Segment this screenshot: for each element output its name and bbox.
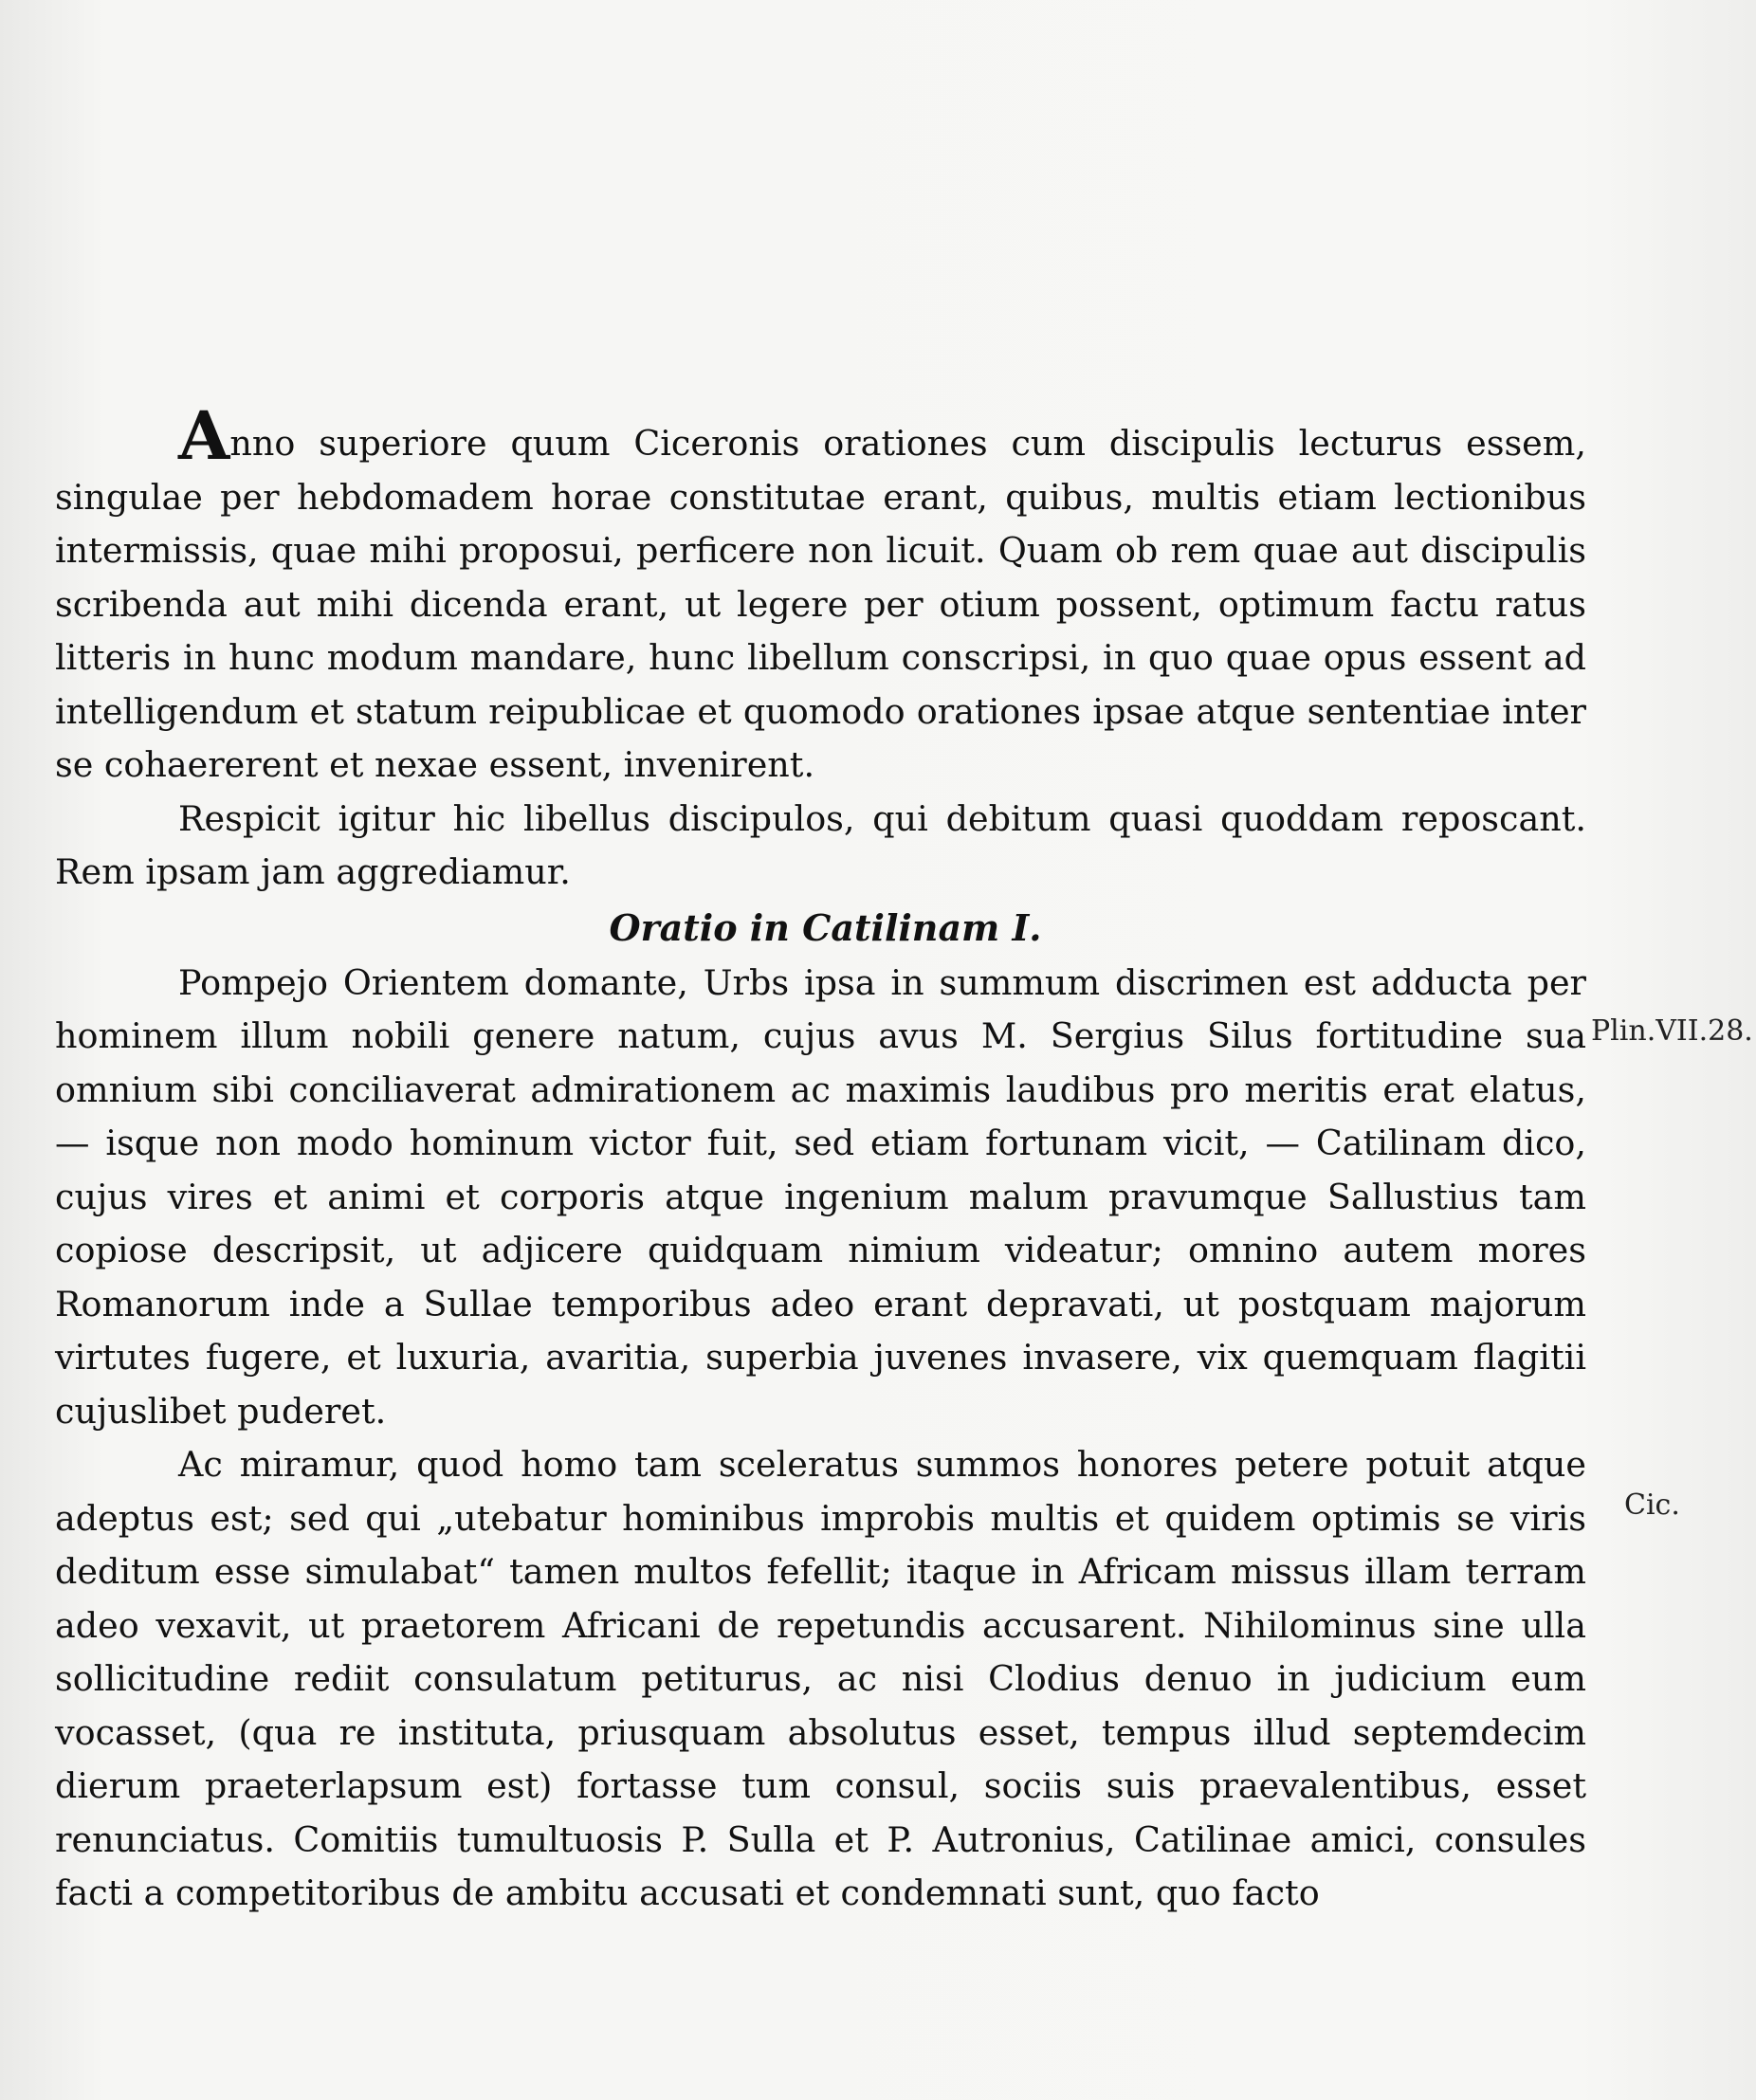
intro-paragraph-2: Respicit igitur hic libellus discipulos, qui debitum quasi quoddam reposcant. Rem ipsam jam aggrediamur. — [55, 797, 1586, 892]
section-heading: Oratio in Catilinam I. — [609, 905, 1042, 949]
margin-note-cic: Cic. — [1624, 1488, 1680, 1522]
drop-cap: A — [178, 396, 230, 475]
section-paragraph-2: Ac miramur, quod homo tam sceleratus summos honores petere potuit atque adeptus est; sed qui „utebatur hominibus improbis multis et quidem optimis se viris deditum esse simulabat“ tamen multos fefellit; itaque in Africam missus illam terram adeo vexavit, ut praetorem Africani de repetundis accusarent. Nihilominus sine ulla sollicitudine rediit consulatum petiturus, ac nisi Clodius denuo in judicium eum vocasset, (qua re instituta, priusquam absolutus esset, tempus illud septemdecim dierum praeterlapsum est) fortasse tum consul, sociis suis praevalentibus, esset renunciatus. Comitiis tumultuosis P. Sulla et P. Autronius, Catilinae amici, consules facti a competitoribus de ambitu accusati et condemnati sunt, quo facto — [55, 1444, 1586, 1913]
intro-paragraph-1 — [55, 396, 1586, 793]
intro-paragraph-1-text: nno superiore quum Ciceronis orationes cum discipulis lecturus essem, singulae per hebdomadem horae constitutae erant, quibus, multis etiam lectionibus intermissis, quae mihi proposui, perficere non licuit. Quam ob rem quae aut discipulis scribenda aut mihi dicenda erant, ut legere per otium possent, optimum factu ratus litteris in hunc modum mandare, hunc libellum conscripsi, in quo quae opus essent ad intelligendum et statum reipublicae et quomodo orationes ipsae atque sententiae inter se cohaererent et nexae essent, invenirent. — [55, 423, 1586, 785]
main-text — [55, 396, 1586, 1921]
margin-note-plin: Plin.VII.28. — [1591, 1014, 1753, 1048]
section-paragraph-1: Pompejo Orientem domante, Urbs ipsa in summum discrimen est adducta per hominem illum nobili genere natum, cujus avus M. Sergius Silus fortitudine sua omnium sibi conciliaverat admirationem ac maximis laudibus pro meritis erat elatus, — isque non modo hominum victor fuit, sed etiam fortunam vicit, — Catilinam dico, cujus vires et animi et corporis atque ingenium malum pravumque Sallustius tam copiose descripsit, ut adjicere quidquam nimium videatur; omnino autem mores Romanorum inde a Sullae temporibus adeo erant depravati, ut postquam majorum virtutes fugere, et luxuria, avaritia, superbia juvenes invasere, vix quemquam flagitii cujuslibet puderet. — [55, 961, 1586, 1432]
